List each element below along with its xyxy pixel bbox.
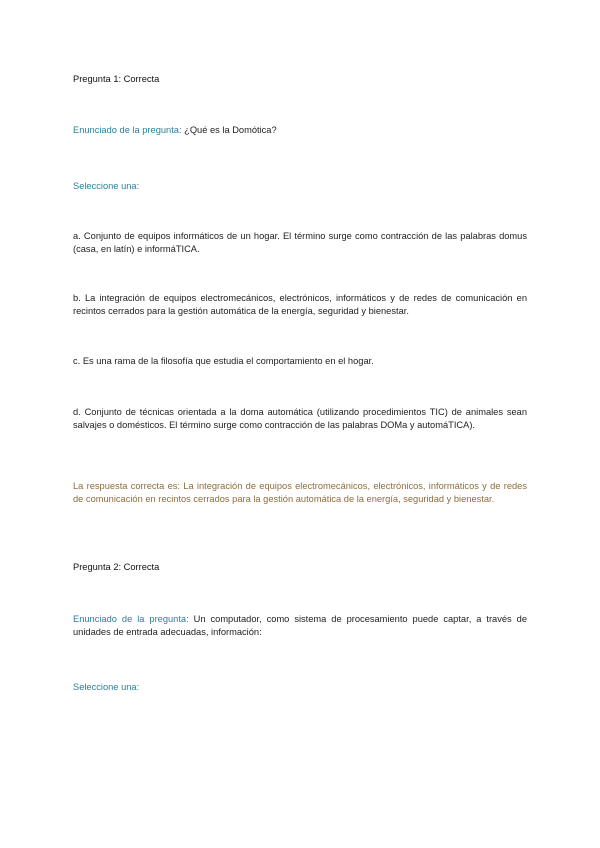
option-c[interactable]: c. Es una rama de la filosofía que estudia el comportamiento en el hogar. xyxy=(73,356,374,366)
option-b[interactable]: b. La integración de equipos electromecánicos, electrónicos, informáticos y de redes de comunicación en recintos cerrados para la gestión automática de la energía, seguridad y bienestar. xyxy=(73,293,527,316)
question-1-title: Pregunta 1: Correcta xyxy=(73,74,160,84)
option-a[interactable]: a. Conjunto de equipos informáticos de un hogar. El término surge como contracción de las palabras domus (casa, en latín) e informáTICA. xyxy=(73,231,527,254)
statement-text: ¿Qué es la Domótica? xyxy=(181,125,277,135)
correct-answer: La respuesta correcta es: La integración de equipos electromecánicos, electrónicos, informáticos y de redes de comunicación en recintos cerrados para la gestión automática de la energía, seguridad y bienestar. xyxy=(73,481,527,504)
question-2-title: Pregunta 2: Correcta xyxy=(73,562,160,572)
question-2-statement xyxy=(73,613,527,638)
statement-label: Enunciado de la pregunta: xyxy=(73,125,182,135)
statement-text: Un computador, como sistema de procesamiento puede captar, a través de unidades de entrada adecuadas, información: xyxy=(73,614,527,637)
statement-label: Enunciado de la pregunta: xyxy=(73,614,189,624)
option-d[interactable]: d. Conjunto de técnicas orientada a la doma automática (utilizando procedimientos TIC) de animales sean salvajes o domésticos. El término surge como contracción de las palabras DOMa y automáTICA). xyxy=(73,407,527,430)
question-1-statement xyxy=(73,124,527,137)
question-2-select-label: Seleccione una: xyxy=(73,682,140,692)
question-1-select-label: Seleccione una: xyxy=(73,181,140,191)
